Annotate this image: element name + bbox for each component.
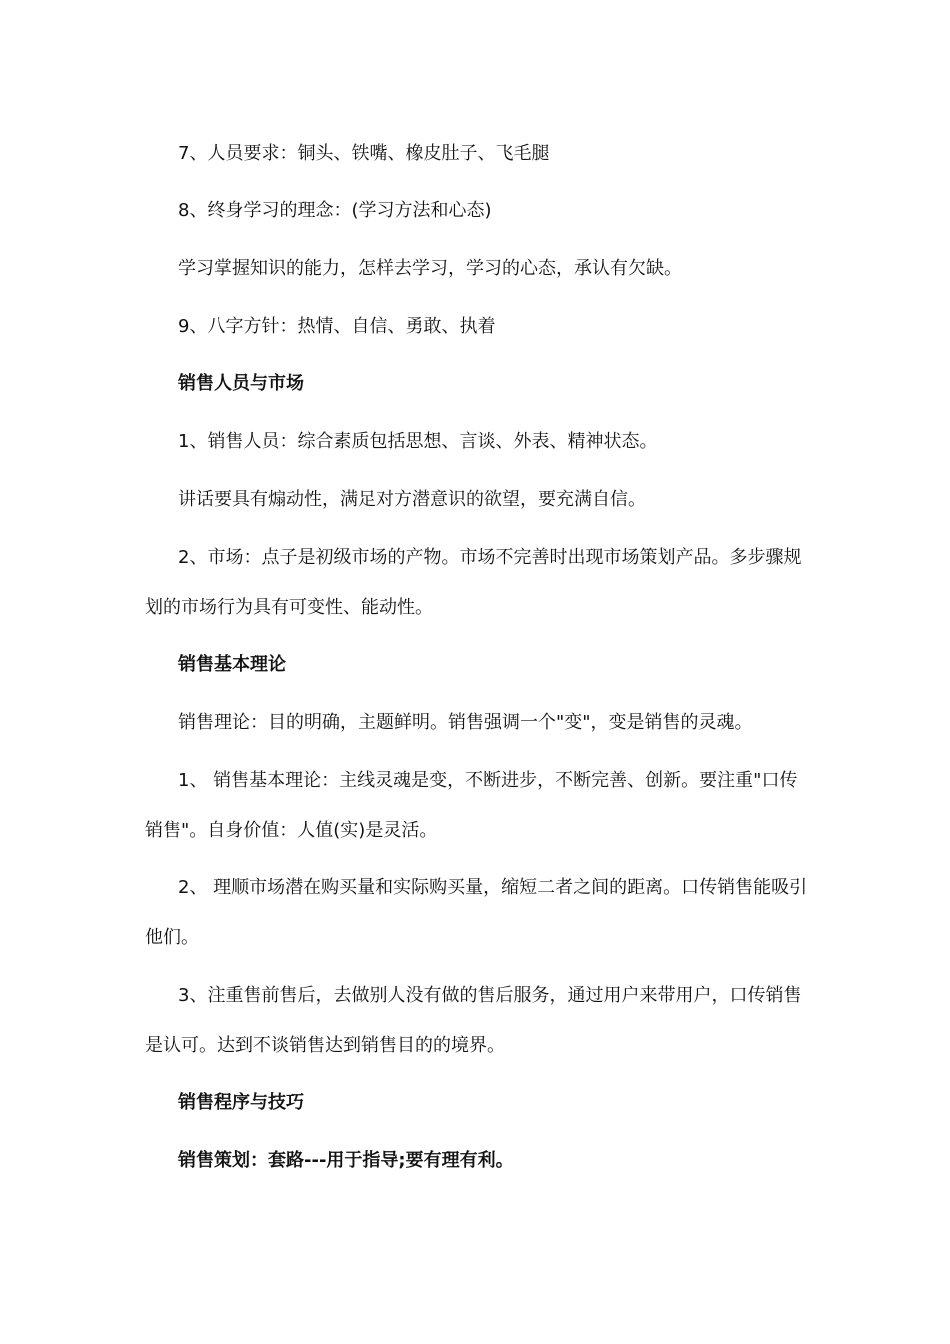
paragraph-learning-ability: 学习掌握知识的能力，怎样去学习，学习的心态，承认有欠缺。 xyxy=(178,258,682,279)
paragraph-eight-char-principle: 9、八字方针：热情、自信、勇敢、执着 xyxy=(178,316,496,337)
paragraph-theory-3: 3、注重售前售后，去做别人没有做的售后服务，通过用户来带用户，口传销售是认可。达到不谈销售达到销售目的的境界。 xyxy=(145,985,802,1056)
paragraph-theory-1: 1、 销售基本理论：主线灵魂是变，不断进步，不断完善、创新。要注重"口传销售"。自身价值：人值(实)是灵活。 xyxy=(145,770,798,841)
paragraph-personnel-requirements: 7、人员要求：铜头、铁嘴、橡皮肚子、飞毛腿 xyxy=(178,143,550,164)
heading-basic-sales-theory: 销售基本理论 xyxy=(178,654,286,675)
paragraph-lifelong-learning: 8、终身学习的理念：(学习方法和心态) xyxy=(178,200,492,221)
paragraph-market: 2、市场：点子是初级市场的产物。市场不完善时出现市场策划产品。多步骤规划的市场行为具有可变性、能动性。 xyxy=(145,547,802,618)
paragraph-sales-planning: 销售策划：套路---用于指导;要有理有利。 xyxy=(178,1150,514,1171)
heading-sales-procedures: 销售程序与技巧 xyxy=(178,1092,304,1113)
paragraph-speaking: 讲话要具有煽动性，满足对方潜意识的欲望，要充满自信。 xyxy=(178,489,646,510)
paragraph-sales-theory: 销售理论：目的明确，主题鲜明。销售强调一个"变"，变是销售的灵魂。 xyxy=(178,712,753,733)
heading-sales-staff-and-market: 销售人员与市场 xyxy=(178,373,304,394)
paragraph-theory-2: 2、 理顺市场潜在购买量和实际购买量，缩短二者之间的距离。口传销售能吸引他们。 xyxy=(145,877,808,948)
paragraph-sales-staff: 1、销售人员：综合素质包括思想、言谈、外表、精神状态。 xyxy=(178,431,658,452)
